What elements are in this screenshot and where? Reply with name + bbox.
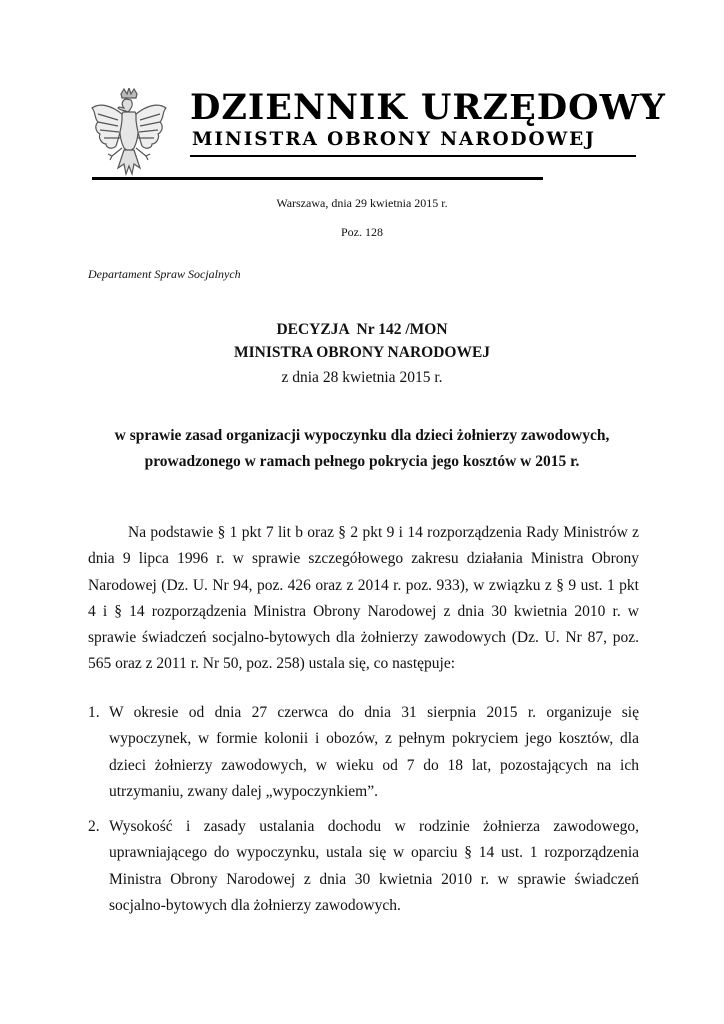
place-date: Warszawa, dnia 29 kwietnia 2015 r. xyxy=(276,196,448,210)
department: Departament Spraw Socjalnych xyxy=(88,267,241,281)
list-item xyxy=(88,700,639,805)
header-rule-thick xyxy=(92,177,543,180)
list-item-text: W okresie od dnia 27 czerwca do dnia 31 sierpnia 2015 r. organizuje się wypoczynek, w formie kolonii i obozów, z pełnym pokryciem jego kosztów, dla dzieci żołnierzy zawodowych, w wieku od 7 do 18 lat, pozostających na ich utrzymaniu, zwany dalej „wypoczynkiem”. xyxy=(109,704,639,800)
subject-line-2: prowadzonego w ramach pełnego pokrycia jego kosztów w 2015 r. xyxy=(144,453,580,470)
list-item-number: 1. xyxy=(88,704,100,721)
decision-number: DECYZJA Nr 142 /MON xyxy=(276,321,448,338)
white-eagle-emblem-icon xyxy=(88,88,170,180)
subject-line-1: w sprawie zasad organizacji wypoczynku dla dzieci żołnierzy zawodowych, xyxy=(114,427,610,444)
preamble-paragraph: Na podstawie § 1 pkt 7 lit b oraz § 2 pkt 9 i 14 rozporządzenia Rady Ministrów z dnia 9 lipca 1996 r. w sprawie szczegółowego zakresu działania Ministra Obrony Narodowej (Dz. U. Nr 94, poz. 426 oraz z 2014 r. poz. 933), w związku z § 9 ust. 1 pkt 4 i § 14 rozporządzenia Ministra Obrony Narodowej z dnia 30 kwietnia 2010 r. w sprawie świadczeń socjalno-bytowych dla żołnierzy zawodowych (Dz. U. Nr 87, poz. 565 oraz z 2011 r. Nr 50, poz. 258) ustala się, co następuje: xyxy=(88,524,639,673)
journal-header xyxy=(84,84,666,192)
decision-date: z dnia 28 kwietnia 2015 r. xyxy=(281,369,443,386)
position-number: Poz. 128 xyxy=(341,225,383,239)
decision-subject xyxy=(88,423,636,475)
list-item-number: 2. xyxy=(88,818,100,835)
journal-subtitle: MINISTRA OBRONY NARODOWEJ xyxy=(192,129,596,150)
list-item-text: Wysokość i zasady ustalania dochodu w rodzinie żołnierza zawodowego, uprawniającego do wypoczynku, ustala się w oparciu § 14 ust. 1 rozporządzenia Ministra Obrony Narodowej z dnia 30 kwietnia 2010 r. w sprawie świadczeń socjalno-bytowych dla żołnierzy zawodowych. xyxy=(109,818,639,914)
decision-issuer: MINISTRA OBRONY NARODOWEJ xyxy=(233,344,491,361)
list-item xyxy=(88,814,639,919)
header-rule-thin xyxy=(190,155,636,157)
journal-title: DZIENNIK URZĘDOWY xyxy=(190,87,666,128)
